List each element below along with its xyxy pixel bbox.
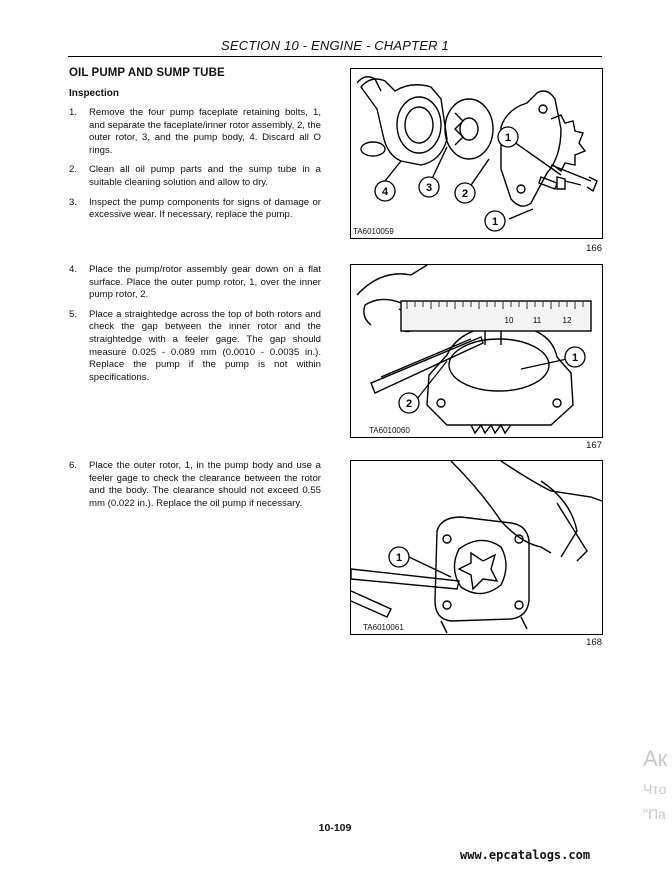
oil-pump-exploded-drawing (351, 69, 602, 238)
callout-label: 4 (381, 186, 389, 198)
step-text: Inspect the pump components for signs of damage or excessive wear. If necessary, replace the pump. (89, 196, 321, 221)
step-item (69, 460, 321, 510)
step-number: 2. (69, 164, 78, 176)
callout-label: 2 (405, 398, 413, 410)
figure-166-illustration (350, 68, 603, 239)
inspection-subheading: Inspection (69, 88, 120, 99)
ruler-label: 10 (504, 316, 514, 325)
side-overlay-text: Что (643, 781, 667, 797)
site-watermark: www.epcatalogs.com (460, 848, 591, 862)
side-overlay-text: Ак (643, 746, 668, 771)
callout-label: 1 (395, 552, 403, 564)
figure-number: 168 (586, 637, 602, 648)
ruler-label: 11 (532, 316, 542, 325)
callout-label: 1 (504, 132, 512, 144)
section-header: SECTION 10 - ENGINE - CHAPTER 1 (221, 38, 449, 53)
step-item (69, 197, 321, 222)
figure-id: TA6010061 (363, 623, 404, 632)
rotor-clearance-drawing (351, 461, 602, 634)
steps-group-2 (69, 264, 321, 391)
figure-number: 166 (586, 243, 602, 254)
step-item (69, 164, 321, 189)
step-text: Place a straightedge across the top of both rotors and check the gap between the inner rotor and the straightedge with a feeler gage. The gap should measure 0.025 - 0.089 mm (0.0010 - 0.0035 in.). Replace the pump if the pump is not within specifications. (89, 308, 321, 383)
page-number: 10-109 (318, 822, 352, 834)
step-text: Clean all oil pump parts and the sump tube in a suitable cleaning solution and allow to dry. (89, 164, 321, 188)
ruler-label: 12 (562, 316, 572, 325)
step-item (69, 264, 321, 302)
callout-label: 3 (425, 182, 433, 194)
step-item (69, 309, 321, 385)
callout-label: 1 (571, 352, 579, 364)
straightedge-gap-drawing (351, 265, 602, 437)
step-item (69, 107, 321, 157)
step-text: Place the pump/rotor assembly gear down on a flat surface. Place the outer pump rotor, 1, over the inner pump rotor, 2. (89, 264, 321, 301)
step-number: 6. (69, 460, 78, 471)
step-number: 4. (69, 264, 78, 275)
section-title: OIL PUMP AND SUMP TUBE (69, 67, 225, 79)
figure-167-illustration (350, 264, 603, 438)
figure-168-illustration (350, 460, 603, 635)
figure-id: TA6010060 (369, 426, 410, 435)
callout-label: 2 (461, 188, 469, 200)
step-number: 3. (69, 196, 78, 208)
figure-number: 167 (586, 440, 602, 451)
step-text: Remove the four pump faceplate retaining bolts, 1, and separate the faceplate/inner rotor assembly, 2, the outer rotor, 3, and the pump body, 4. Discard all O rings. (89, 107, 321, 156)
side-overlay-text: "Па (643, 806, 666, 822)
callout-label: 1 (491, 216, 499, 228)
header-rule (68, 56, 602, 57)
steps-group-3 (69, 460, 321, 517)
figure-id: TA6010059 (353, 227, 394, 236)
step-number: 5. (69, 308, 78, 320)
step-text: Place the outer rotor, 1, in the pump body and use a feeler gage to check the clearance between the rotor and the body. The clearance should not exceed 0.55 mm (0.022 in.). Replace the oil pump if necessary. (89, 460, 321, 509)
step-number: 1. (69, 107, 78, 118)
steps-group-1 (69, 107, 321, 229)
